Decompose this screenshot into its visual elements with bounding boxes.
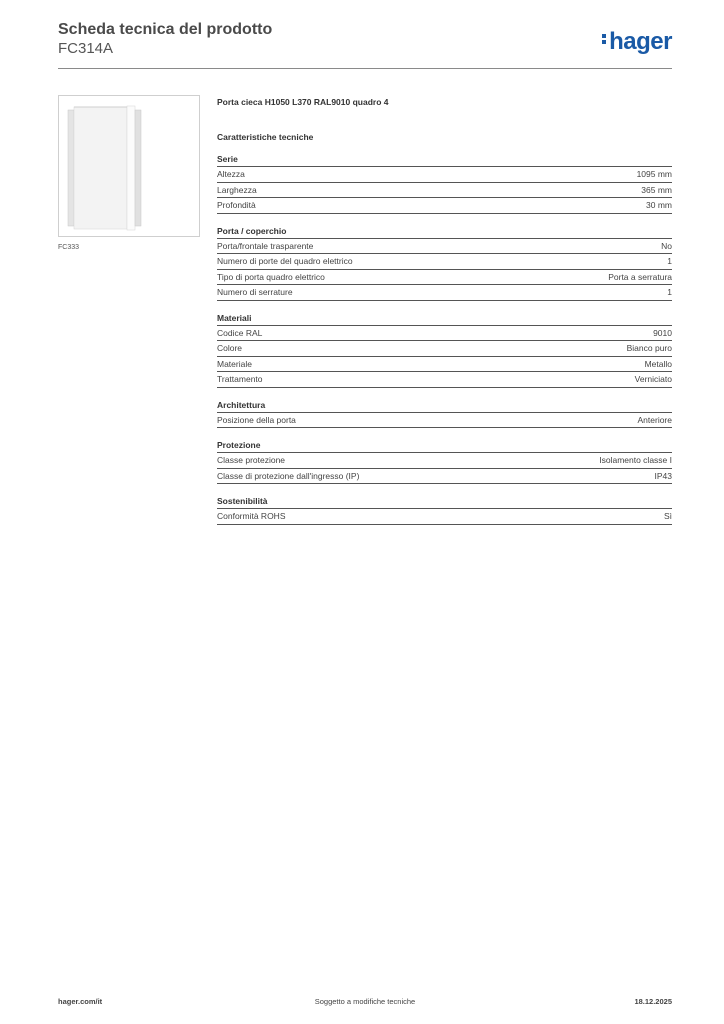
spec-label: Classe protezione <box>217 455 286 465</box>
spec-label: Numero di porte del quadro elettrico <box>217 256 353 266</box>
spec-row <box>217 453 672 469</box>
spec-row <box>217 285 672 301</box>
spec-label: Trattamento <box>217 374 263 384</box>
spec-value: Isolamento classe I <box>599 455 672 465</box>
section-title: Protezione <box>217 438 672 453</box>
spec-row <box>217 469 672 485</box>
spec-section <box>217 152 672 214</box>
door-panel-icon <box>59 96 199 236</box>
product-code: FC314A <box>58 40 114 57</box>
spec-label: Numero di serrature <box>217 287 293 297</box>
spec-value: 9010 <box>653 327 672 338</box>
spec-label: Codice RAL <box>217 327 263 338</box>
product-image <box>58 95 200 237</box>
spec-section <box>217 438 672 484</box>
spec-label: Posizione della porta <box>217 414 296 425</box>
product-name: Porta cieca H1050 L370 RAL9010 quadro 4 <box>217 97 389 107</box>
spec-content <box>217 95 672 535</box>
footer-disclaimer: Soggetto a modifiche tecniche <box>314 997 416 1006</box>
logo-dots-icon <box>602 32 607 46</box>
spec-value: IP43 <box>654 470 672 481</box>
spec-row <box>217 372 672 388</box>
section-title: Serie <box>217 152 672 167</box>
spec-label: Altezza <box>217 169 245 179</box>
spec-row <box>217 341 672 357</box>
spec-value: 1 <box>667 256 672 266</box>
spec-row <box>217 509 672 525</box>
footer-date: 18.12.2025 <box>634 997 672 1006</box>
footer-website-link[interactable]: hager.com/it <box>58 997 103 1006</box>
spec-value: Metallo <box>644 358 672 369</box>
spec-section <box>217 398 672 429</box>
spec-label: Classe di protezione dall'ingresso (IP) <box>217 470 360 481</box>
spec-value: 30 mm <box>646 200 672 210</box>
spec-row <box>217 167 672 183</box>
spec-value: Sì <box>663 511 672 521</box>
spec-section <box>217 311 672 388</box>
header-divider <box>58 68 672 69</box>
spec-label: Materiale <box>217 358 252 369</box>
spec-row <box>217 198 672 214</box>
spec-sections <box>217 152 672 525</box>
tech-section-heading: Caratteristiche tecniche <box>217 132 314 142</box>
page-header <box>58 20 672 70</box>
spec-value: Porta a serratura <box>608 271 672 282</box>
spec-row <box>217 357 672 373</box>
spec-row <box>217 254 672 270</box>
section-title: Materiali <box>217 311 672 326</box>
spec-label: Tipo di porta quadro elettrico <box>217 271 325 282</box>
spec-value: 1095 mm <box>636 169 672 179</box>
spec-value: Verniciato <box>634 374 672 384</box>
spec-label: Profondità <box>217 200 256 210</box>
spec-value: 1 <box>667 287 672 297</box>
spec-row <box>217 413 672 429</box>
spec-value: 365 mm <box>641 184 672 195</box>
section-title: Porta / coperchio <box>217 224 672 239</box>
spec-label: Porta/frontale trasparente <box>217 240 314 251</box>
spec-label: Larghezza <box>217 184 257 195</box>
spec-row <box>217 239 672 255</box>
section-title: Sostenibilità <box>217 494 672 509</box>
spec-label: Conformità ROHS <box>217 511 286 521</box>
spec-section <box>217 494 672 525</box>
spec-row <box>217 326 672 342</box>
hager-logo: hager <box>602 28 672 56</box>
page-title: Scheda tecnica del prodotto <box>58 21 273 38</box>
spec-value: No <box>661 240 672 251</box>
spec-section <box>217 224 672 301</box>
spec-label: Colore <box>217 343 243 353</box>
spec-value: Bianco puro <box>626 343 672 353</box>
section-title: Architettura <box>217 398 672 413</box>
spec-value: Anteriore <box>637 414 672 425</box>
spec-row <box>217 270 672 286</box>
spec-row <box>217 183 672 199</box>
image-caption: FC333 <box>58 244 80 251</box>
